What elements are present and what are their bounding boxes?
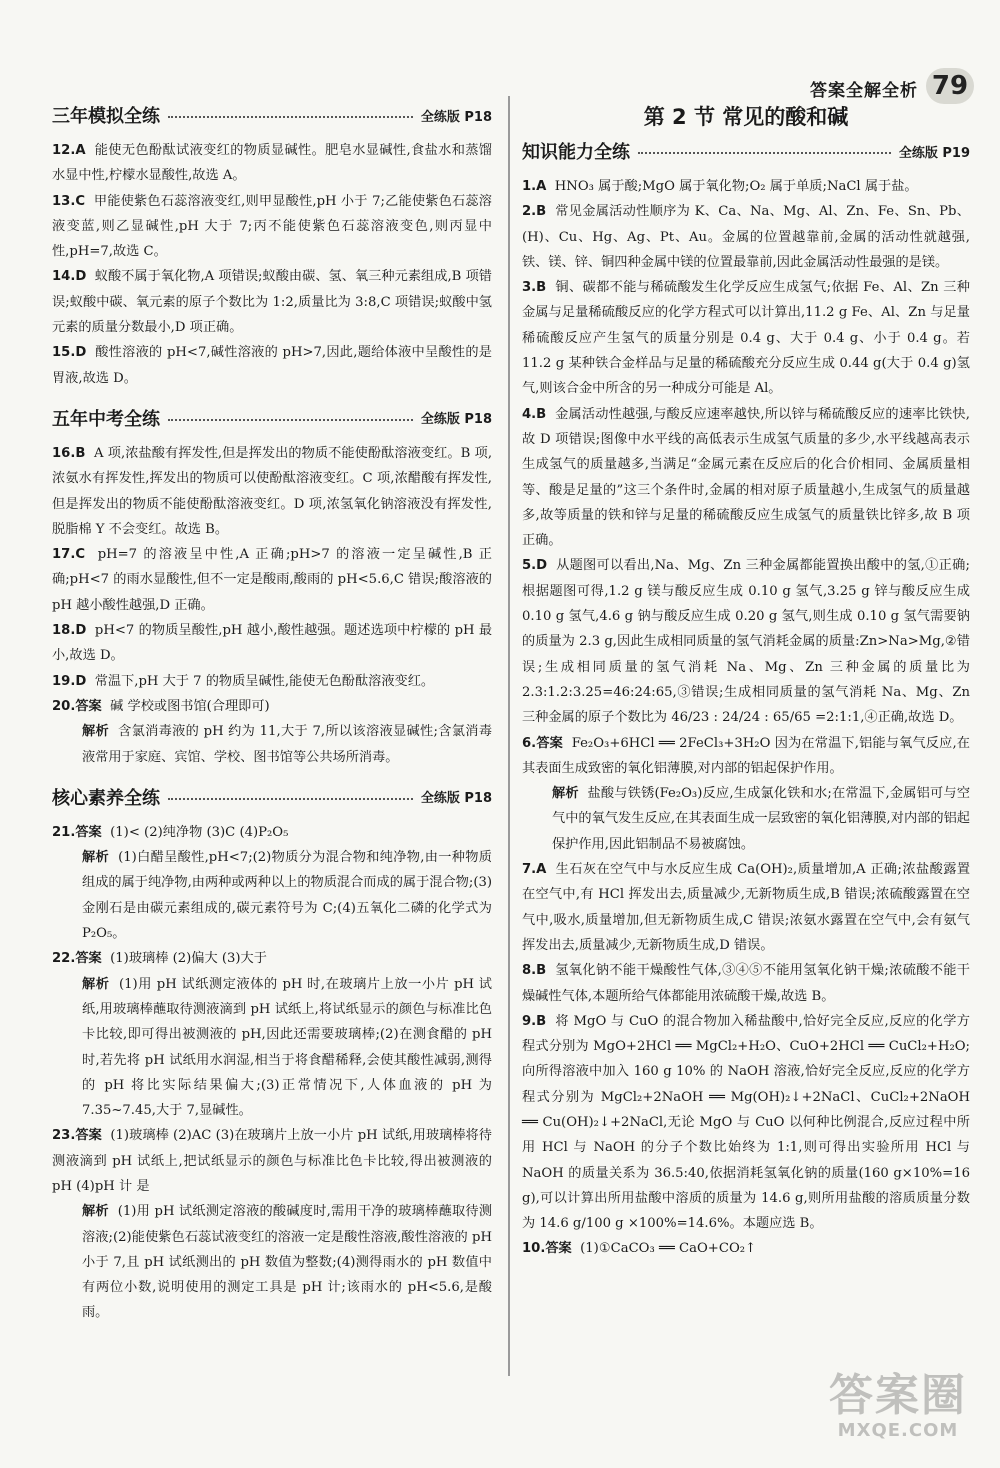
analysis-label: 解析 [82,724,110,740]
item-number: 1.A [522,179,547,194]
item-text: (1)①CaCO₃ ══ CaO+CO₂↑ [580,1241,757,1257]
section-ref: 全练版 P18 [420,109,492,125]
item-text: 含氯消毒液的 pH 约为 11,大于 7,所以该溶液显碱性;含氯消毒液常用于家庭、宾馆、学校、图书馆等公共场所消毒。 [82,724,493,765]
item-text: Fe₂O₃+6HCl ══ 2FeCl₃+3H₂O 因为在常温下,铝能与氧气反应,在其表面生成致密的氧化铝薄膜,对内部的铝起保护作用。 [522,735,970,776]
section-title: 核心素养全练 [52,787,160,809]
dotted-leader [638,152,891,154]
section-header-sannian [52,100,492,130]
dotted-leader [168,116,413,118]
item-text: 常温下,pH 大于 7 的物质呈碱性,能使无色酚酞溶液变红。 [94,673,435,689]
analysis-label: 解析 [82,850,110,866]
item-number: 16.B [52,445,86,461]
item-text: 将 MgO 与 CuO 的混合物加入稀盐酸中,恰好完全反应,反应的化学方程式分别为 MgO+2HCl ══ MgCl₂+H₂O、CuO+2HCl ══ CuCl₂+H₂O;向所得溶液中加入 160 g 10% 的 NaOH 溶液,恰好完全反应,反应的化学方程式分别为 MgCl₂+2NaOH ══ Mg(OH)₂↓+2NaCl、CuCl₂+2NaOH ══ Cu(OH)₂↓+2NaCl,无论 MgO 与 CuO 以何种比例混合,反应过程中所用 HCl 与 NaOH 的分子个数比始终为 1:1,则可得出实验所用 HCl 与 NaOH 的质量关系为 36.5:40,依据消耗氢氧化钠的质量(160 g×10%=16 g),可以计算出所用盐酸中溶质的质量为 14.6 g,则所用盐酸的溶质质量分数为 14.6 g/100 g ×100%=14.6%。本题应选 B。 [522,1013,970,1232]
section-title: 五年中考全练 [52,408,160,430]
item-number: 8.B [522,963,547,979]
section-header-zhishi [522,136,970,166]
analysis-item [52,845,492,946]
section-ref: 全练版 P18 [420,791,492,807]
analysis-item [52,972,492,1124]
item-number: 3.B [522,280,547,296]
item-text: 金属活动性越强,与酸反应速率越快,所以锌与稀硫酸反应的速率比铁快,故 D 项错误;图像中水平线的高低表示生成氢气质量的多少,水平线越高表示生成氢气的质量越多,当满足“金属元素在反应后的化合价相同、金属质量相等、酸是足量的”这三个条件时,金属的相对原子质量越小,生成氢气的质量越多,故等质量的铁和锌与足量的稀硫酸反应生成氢气的质量铁比锌多,故 B 项正确。 [522,406,970,549]
item-text: 常见金属活动性顺序为 K、Ca、Na、Mg、Al、Zn、Fe、Sn、Pb、(H)、Cu、Hg、Ag、Pt、Au。金属的位置越靠前,金属的活动性就越强,铁、镁、锌、铜四种金属中镁的位置最靠前,因此金属活动性最强的是镁。 [522,204,970,270]
answer-item [52,189,492,265]
answer-item [522,199,970,275]
answer-item [52,694,492,719]
answer-item [522,1009,970,1237]
section-header-hexin [52,782,492,812]
header-title: 答案全解全析 [810,81,918,101]
answer-item [522,1236,970,1261]
item-text: pH=7 的溶液呈中性,A 正确;pH>7 的溶液一定呈碱性,B 正确;pH<7 的雨水显酸性,但不一定是酸雨,酸雨的 pH<5.6,C 错误;酸溶液的 pH 越小酸性越强,D 正确。 [52,547,492,613]
item-number: 14.D [52,269,87,285]
dotted-leader [168,419,413,421]
item-number: 22.答案 [52,951,102,967]
item-text: 氢氧化钠不能干燥酸性气体,③④⑤不能用氢氧化钠干燥;浓硫酸不能干燥碱性气体,本题所给气体都能用浓硫酸干燥,故选 B。 [522,963,970,1004]
answer-item [52,340,492,391]
answer-item [52,1123,492,1199]
item-number: 15.D [52,345,87,361]
item-text: 从题图可以看出,Na、Mg、Zn 三种金属都能置换出酸中的氢,①正确;根据题图可得,1.2 g 镁与酸反应生成 0.10 g 氢气,3.25 g 锌与酸反应生成 0.10 g 氢气,4.6 g 钠与酸反应生成 0.20 g 氢气,则生成 0.10 g 氢气需要钠的质量为 2.3 g,因此生成相同质量的氢气消耗金属的质量:Zn>Na>Mg,②错误;生成相同质量的氢气消耗 Na、Mg、Zn 三种金属的质量比为2.3:1.2:3.25=46:24:65,③错误;生成相同质量的氢气消耗 Na、Mg、Zn 三种金属的原子个数比为 46/23 : 24/24 : 65/65 =2:1:1,④正确,故选 D。 [522,558,970,726]
item-text: 生石灰在空气中与水反应生成 Ca(OH)₂,质量增加,A 正确;浓盐酸露置在空气中,有 HCl 挥发出去,质量减少,无新物质生成,B 错误;浓硫酸露置在空气中,吸水,质量增加,但无新物质生成,C 错误;浓氨水露置在空气中,会有氨气挥发出去,质量减少,无新物质生成,D 错误。 [522,862,971,953]
analysis-label: 解析 [82,976,110,992]
analysis-label: 解析 [82,1204,109,1220]
answer-item [522,731,970,782]
analysis-label: 解析 [552,786,579,802]
dotted-leader [168,798,413,800]
answer-item [522,958,970,1009]
answer-item [52,264,492,340]
item-text: (1)白醋呈酸性,pH<7;(2)物质分为混合物和纯净物,由一种物质组成的属于纯净物,由两种或两种以上的物质混合而成的属于混合物;(3)金刚石是由碳元素组成的,碳元素符号为 C;(4)五氧化二磷的化学式为 P₂O₅。 [82,850,492,942]
item-number: 21.答案 [52,824,102,840]
answer-item [52,441,492,542]
right-column [522,100,970,1262]
item-number: 10.答案 [522,1241,572,1257]
answer-item [522,553,970,730]
answer-item [52,542,492,618]
item-number: 5.D [522,558,548,574]
section-title: 知识能力全练 [522,142,630,163]
item-number: 20.答案 [52,698,102,714]
section-title: 三年模拟全练 [52,106,160,127]
watermark-line2: MXQE.COM [837,1420,959,1441]
item-text: (1)用 pH 试纸测定液体的 pH 时,在玻璃片上放一小片 pH 试纸,用玻璃棒蘸取待测液滴到 pH 试纸上,将试纸显示的颜色与标准比色卡比较,即可得出被测液的 pH,因此还需要玻璃棒;(2)在测食醋的 pH 时,若先将 pH 试纸用水润湿,相当于将食醋稀释,会使其酸性减弱,测得的 pH 将比实际结果偏大;(3)正常情况下,人体血液的 pH 为 7.35~7.45,大于 7,显碱性。 [82,976,492,1119]
left-column [52,100,492,1326]
answer-item [52,618,492,669]
answer-item [52,946,492,971]
item-number: 19.D [52,673,87,689]
section-header-wunian [52,403,492,433]
item-text: (1)玻璃棒 (2)偏大 (3)大于 [110,951,267,967]
item-text: 甲能使紫色石蕊溶液变红,则甲显酸性,pH 小于 7;乙能使紫色石蕊溶液变蓝,则乙显碱性,pH 大于 7;丙不能使紫色石蕊溶液变色,则丙显中性,pH=7,故选 C。 [52,193,492,260]
item-text: 能使无色酚酞试液变红的物质显碱性。肥皂水显碱性,食盐水和蒸馏水显中性,柠檬水显酸性,故选 A。 [52,143,492,184]
answer-item [52,669,492,694]
item-text: HNO₃ 属于酸;MgO 属于氧化物;O₂ 属于单质;NaCl 属于盐。 [554,179,918,194]
item-number: 12.A [52,143,86,158]
watermark-line1: 答案圈 [829,1370,967,1421]
answer-item [522,174,970,199]
chapter-title: 第 2 节 常见的酸和碱 [643,105,849,129]
item-text: (1)< (2)纯净物 (3)C (4)P₂O₅ [110,824,289,840]
item-number: 9.B [522,1013,547,1029]
section-ref: 全练版 P19 [898,145,970,161]
answer-item [522,857,970,958]
item-text: 铜、碳都不能与稀硫酸发生化学反应生成氢气;依据 Fe、Al、Zn 三种金属与足量稀硫酸反应的化学方程式可以计算出,11.2 g Fe、Al、Zn 与足量稀硫酸反应产生氢气的质量分别是 0.4 g、大于 0.4 g、小于 0.4 g。若 11.2 g 某种铁合金样品与足量的稀硫酸充分反应生成 0.44 g(大于 0.4 g)氢气,则该合金中所含的另一种成分可能是 Al。 [522,280,970,397]
item-text: 酸性溶液的 pH<7,碱性溶液的 pH>7,因此,题给体液中呈酸性的是胃液,故选 D。 [52,345,492,386]
section-ref: 全练版 P18 [420,412,492,428]
item-number: 23.答案 [52,1128,102,1144]
item-number: 4.B [522,406,547,422]
item-text: (1)玻璃棒 (2)AC (3)在玻璃片上放一小片 pH 试纸,用玻璃棒将待测液滴到 pH 试纸上,把试纸显示的颜色与标准比色卡比较,得出被测液的 pH (4)pH 计 是 [52,1128,492,1194]
analysis-item [522,781,970,857]
page-number-badge: 79 [926,68,974,104]
answer-item [52,138,492,189]
analysis-item [52,719,492,770]
item-number: 17.C [52,547,86,563]
answer-item [52,820,492,845]
item-text: A 项,浓盐酸有挥发性,但是挥发出的物质不能使酚酞溶液变红。B 项,浓氨水有挥发性,挥发出的物质可以使酚酞溶液变红。C 项,浓醋酸有挥发性,但是挥发出的物质不能使酚酞溶液变红。D 项,浓氢氧化钠溶液没有挥发性,脱脂棉 Y 不会变红。故选 B。 [52,445,493,537]
item-text: pH<7 的物质呈酸性,pH 越小,酸性越强。题述选项中柠檬的 pH 最小,故选 D。 [52,623,493,664]
item-number: 13.C [52,193,86,209]
column-divider [508,96,510,1376]
item-text: 碱 学校或图书馆(合理即可) [110,698,270,714]
page-header [0,0,1000,100]
item-number: 6.答案 [522,735,564,751]
item-number: 7.A [522,862,547,878]
site-watermark-logo [810,1372,986,1444]
item-text: (1)用 pH 试纸测定溶液的酸碱度时,需用干净的玻璃棒蘸取待测溶液;(2)能使紫色石蕊试液变红的溶液一定是酸性溶液,酸性溶液的 pH 小于 7,且 pH 试纸测出的 pH 数值为整数;(4)测得雨水的 pH 数值中有两位小数,说明使用的测定工具是 pH 计;该雨水的 pH<5.6,是酸雨。 [82,1204,493,1321]
item-text: 盐酸与铁锈(Fe₂O₃)反应,生成氯化铁和水;在常温下,金属铝可与空气中的氧气发生反应,在其表面生成一层致密的氧化铝薄膜,对内部的铝起保护作用,因此铝制品不易被腐蚀。 [552,786,971,852]
answer-item [522,275,970,401]
item-number: 2.B [522,204,547,220]
answer-item [522,402,970,554]
item-number: 18.D [52,623,87,639]
analysis-item [52,1199,492,1325]
item-text: 蚁酸不属于氧化物,A 项错误;蚁酸由碳、氢、氧三种元素组成,B 项错误;蚁酸中碳、氧元素的原子个数比为 1:2,质量比为 3:8,C 项错误;蚁酸中氢元素的质量分数最小,D 项正确。 [52,269,492,336]
